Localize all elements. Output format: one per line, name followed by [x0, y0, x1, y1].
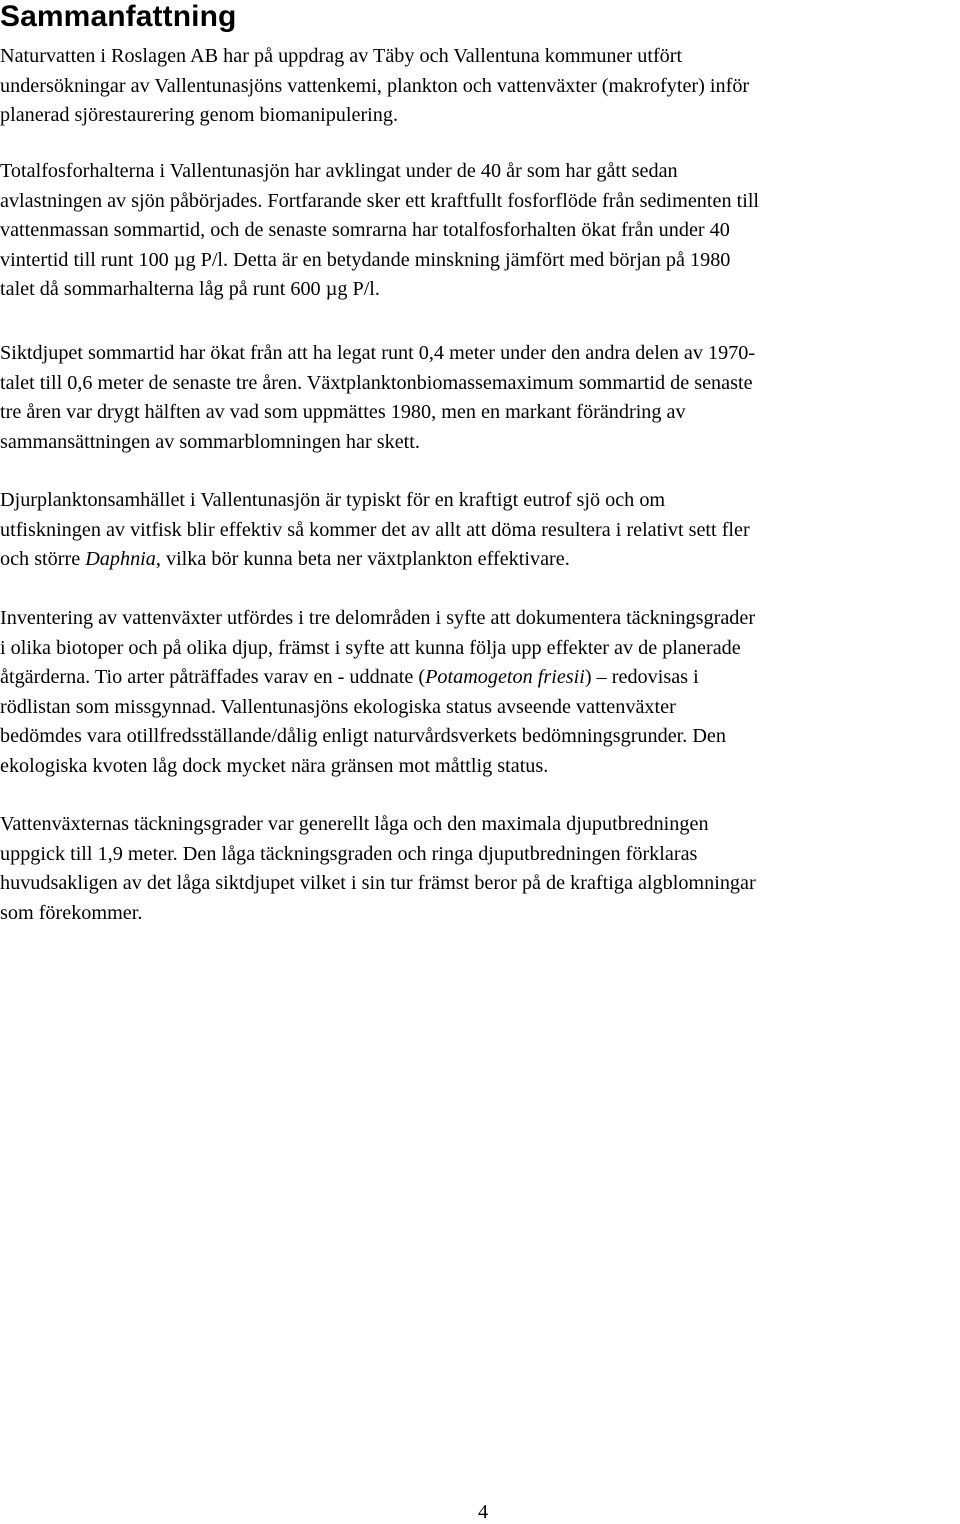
text-line: rödlistan som missgynnad. Vallentunasjöns ekologiska status avseende vattenväxter — [0, 695, 676, 718]
text-line: Naturvatten i Roslagen AB har på uppdrag av Täby och Vallentuna kommuner utfört — [0, 45, 683, 67]
text-segment: åtgärderna. Tio arter påträffades varav en - uddnate ( — [0, 666, 426, 688]
text-line: tre åren var drygt hälften av vad som uppmättes 1980, men en markant förändring av — [0, 401, 686, 423]
text-line: bedömdes vara otillfredsställande/dålig enligt naturvårdsverkets bedömningsgrunder. Den — [0, 725, 726, 747]
text-line — [0, 545, 960, 575]
species-name: Daphnia — [85, 548, 156, 570]
species-name: Potamogeton friesii — [425, 666, 585, 688]
text-line: sammansättningen av sommarblomningen har skett. — [0, 430, 420, 453]
paragraph-secchi-depth — [0, 339, 960, 457]
text-line: utfiskningen av vitfisk blir effektiv så kommer det av allt att döma resultera i relativt sett fler — [0, 518, 750, 541]
text-line: planerad sjörestaurering genom biomanipulering. — [0, 104, 399, 126]
section-heading: Sammanfattning — [0, 0, 237, 33]
paragraph-introduction — [0, 42, 960, 131]
text-line: ekologiska kvoten låg dock mycket nära gränsen mot måttlig status. — [0, 754, 549, 777]
text-line: Vattenväxternas täckningsgrader var generellt låga och den maximala djuputbredningen — [0, 813, 709, 835]
text-line: huvudsakligen av det låga siktdjupet vilket i sin tur främst beror på de kraftiga algblomningar — [0, 872, 756, 894]
text-line: vintertid till runt 100 µg P/l. Detta är en betydande minskning jämfört med början på 1980 — [0, 248, 731, 271]
paragraph-zooplankton — [0, 486, 960, 575]
text-segment: och större — [0, 548, 86, 570]
paragraph-phosphorus — [0, 157, 960, 305]
text-line: Siktdjupet sommartid har ökat från att ha legat runt 0,4 meter under den andra delen av 1970- — [0, 342, 756, 364]
paragraph-coverage — [0, 810, 960, 928]
text-line: Inventering av vattenväxter utfördes i tre delområden i syfte att dokumentera täckningsgrader — [0, 607, 756, 629]
text-line: uppgick till 1,9 meter. Den låga täckningsgraden och ringa djuputbredningen förklaras — [0, 842, 698, 865]
text-line: i olika biotoper och på olika djup, främst i syfte att kunna följa upp effekter av de planerade — [0, 636, 741, 659]
text-line: vattenmassan sommartid, och de senaste somrarna har totalfosforhalten ökat från under 40 — [0, 219, 730, 241]
text-line: Totalfosforhalterna i Vallentunasjön har avklingat under de 40 år som har gått sedan — [0, 160, 678, 182]
text-line: talet till 0,6 meter de senaste tre åren. Växtplanktonbiomassemaximum sommartid de senaste — [0, 371, 753, 394]
text-line: som förekommer. — [0, 901, 143, 924]
text-segment: , vilka bör kunna beta ner växtplankton effektivare. — [155, 548, 570, 570]
text-line: avlastningen av sjön påbörjades. Fortfarande sker ett kraftfullt fosforflöde från sedimenten till — [0, 189, 760, 212]
text-segment: ) – redovisas i — [584, 666, 699, 688]
page-number: 4 — [477, 1501, 489, 1523]
text-line: undersökningar av Vallentunasjöns vattenkemi, plankton och vattenväxter (makrofyter) inför — [0, 74, 750, 97]
text-line — [0, 663, 960, 693]
text-line: Djurplanktonsamhället i Vallentunasjön är typiskt för en kraftigt eutrof sjö och om — [0, 489, 666, 511]
paragraph-aquatic-plants — [0, 604, 960, 781]
text-line: talet då sommarhalterna låg på runt 600 µg P/l. — [0, 278, 380, 300]
